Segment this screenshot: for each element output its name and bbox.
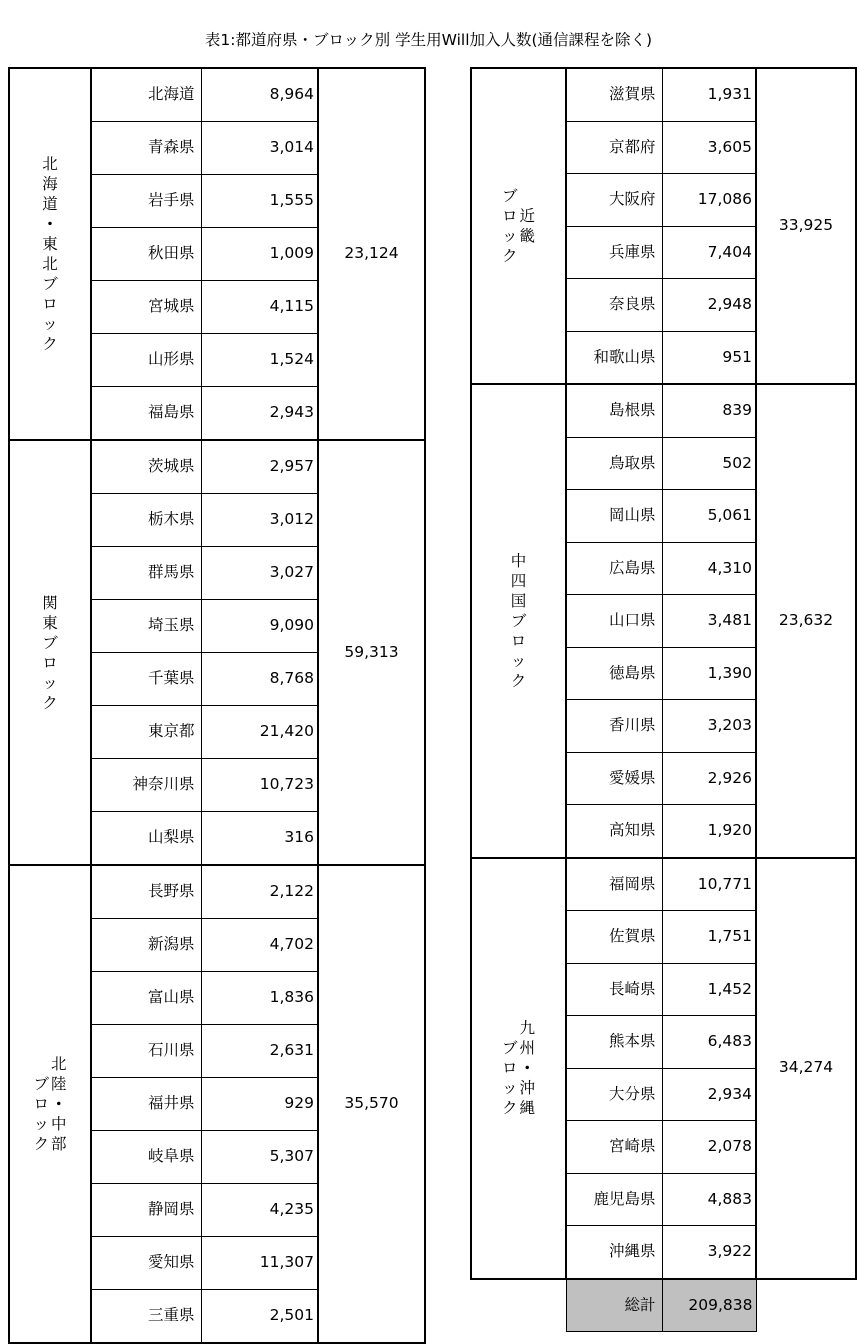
table-row: [9, 440, 425, 494]
prefecture-value: 2,948: [662, 279, 756, 332]
table-row: [471, 68, 856, 121]
prefecture-value: 10,723: [201, 759, 318, 812]
prefecture-value: 929: [201, 1078, 318, 1131]
prefecture-name: 島根県: [566, 384, 662, 437]
left-table: [8, 67, 426, 1344]
prefecture-name: 佐賀県: [566, 911, 662, 964]
prefecture-name: 愛知県: [91, 1237, 201, 1290]
prefecture-value: 4,883: [662, 1173, 756, 1226]
prefecture-name: 兵庫県: [566, 226, 662, 279]
prefecture-value: 7,404: [662, 226, 756, 279]
prefecture-name: 宮崎県: [566, 1121, 662, 1174]
block-total: 33,925: [756, 68, 856, 384]
prefecture-name: 静岡県: [91, 1184, 201, 1237]
prefecture-name: 熊本県: [566, 1016, 662, 1069]
prefecture-value: 17,086: [662, 174, 756, 227]
prefecture-value: 951: [662, 331, 756, 384]
prefecture-name: 三重県: [91, 1290, 201, 1344]
prefecture-value: 2,501: [201, 1290, 318, 1344]
prefecture-name: 千葉県: [91, 653, 201, 706]
prefecture-name: 岩手県: [91, 175, 201, 228]
prefecture-name: 福井県: [91, 1078, 201, 1131]
prefecture-value: 3,014: [201, 122, 318, 175]
prefecture-name: 徳島県: [566, 647, 662, 700]
prefecture-name: 長崎県: [566, 963, 662, 1016]
grand-total-row: [471, 1279, 856, 1332]
prefecture-value: 21,420: [201, 706, 318, 759]
prefecture-value: 3,605: [662, 121, 756, 174]
prefecture-name: 奈良県: [566, 279, 662, 332]
block-label-cell: [471, 858, 566, 1279]
prefecture-value: 2,934: [662, 1068, 756, 1121]
table-row: [9, 865, 425, 919]
block-name: 北 海 道 ・ 東 北 ブ ロ ッ ク: [42, 155, 58, 353]
prefecture-name: 福岡県: [566, 858, 662, 911]
prefecture-value: 5,061: [662, 490, 756, 543]
prefecture-name: 秋田県: [91, 228, 201, 281]
prefecture-value: 2,631: [201, 1025, 318, 1078]
prefecture-value: 502: [662, 437, 756, 490]
block-name: 中 四 国 ブ ロ ッ ク: [510, 551, 527, 690]
prefecture-value: 2,943: [201, 387, 318, 441]
prefecture-name: 滋賀県: [566, 68, 662, 121]
prefecture-value: 4,115: [201, 281, 318, 334]
prefecture-name: 茨城県: [91, 440, 201, 494]
prefecture-value: 1,931: [662, 68, 756, 121]
prefecture-name: 山口県: [566, 595, 662, 648]
spacer: [471, 1279, 566, 1332]
prefecture-name: 大分県: [566, 1068, 662, 1121]
prefecture-name: 大阪府: [566, 174, 662, 227]
prefecture-name: 山形県: [91, 334, 201, 387]
prefecture-value: 11,307: [201, 1237, 318, 1290]
prefecture-value: 10,771: [662, 858, 756, 911]
grand-total-value: 209,838: [662, 1279, 756, 1332]
prefecture-name: 宮城県: [91, 281, 201, 334]
prefecture-name: 岐阜県: [91, 1131, 201, 1184]
prefecture-name: 山梨県: [91, 812, 201, 866]
prefecture-value: 1,009: [201, 228, 318, 281]
prefecture-value: 1,555: [201, 175, 318, 228]
prefecture-value: 839: [662, 384, 756, 437]
prefecture-name: 和歌山県: [566, 331, 662, 384]
prefecture-value: 1,920: [662, 805, 756, 858]
table-row: [471, 384, 856, 437]
prefecture-name: 北海道: [91, 68, 201, 122]
prefecture-name: 新潟県: [91, 919, 201, 972]
prefecture-value: 1,452: [662, 963, 756, 1016]
prefecture-value: 1,751: [662, 911, 756, 964]
prefecture-value: 3,203: [662, 700, 756, 753]
prefecture-value: 1,524: [201, 334, 318, 387]
block-label-cell: [9, 440, 91, 865]
block-name: 北 陸 ・ 中 部 ブ ロ ッ ク: [33, 1055, 67, 1153]
prefecture-name: 神奈川県: [91, 759, 201, 812]
prefecture-value: 5,307: [201, 1131, 318, 1184]
block-total: 59,313: [318, 440, 425, 865]
prefecture-name: 鳥取県: [566, 437, 662, 490]
prefecture-name: 石川県: [91, 1025, 201, 1078]
prefecture-name: 長野県: [91, 865, 201, 919]
prefecture-name: 群馬県: [91, 547, 201, 600]
prefecture-value: 2,957: [201, 440, 318, 494]
prefecture-value: 3,481: [662, 595, 756, 648]
table-title: 表1:都道府県・ブロック別 学生用Will加入人数(通信課程を除く): [204, 31, 653, 49]
prefecture-value: 8,964: [201, 68, 318, 122]
block-total: 35,570: [318, 865, 425, 1343]
prefecture-value: 4,235: [201, 1184, 318, 1237]
prefecture-name: 香川県: [566, 700, 662, 753]
block-total: 34,274: [756, 858, 856, 1279]
prefecture-value: 4,702: [201, 919, 318, 972]
prefecture-value: 9,090: [201, 600, 318, 653]
block-name: 関 東 ブ ロ ッ ク: [42, 593, 58, 712]
spacer: [756, 1279, 856, 1332]
prefecture-name: 東京都: [91, 706, 201, 759]
block-label-cell: [9, 865, 91, 1343]
prefecture-name: 沖縄県: [566, 1226, 662, 1279]
prefecture-name: 富山県: [91, 972, 201, 1025]
grand-total-label: 総計: [566, 1279, 662, 1332]
prefecture-value: 2,122: [201, 865, 318, 919]
table-row: [9, 68, 425, 122]
table-row: [471, 858, 856, 911]
prefecture-name: 鹿児島県: [566, 1173, 662, 1226]
block-label-cell: [9, 68, 91, 440]
prefecture-name: 広島県: [566, 542, 662, 595]
prefecture-value: 6,483: [662, 1016, 756, 1069]
block-name: 近 畿 ブ ロ ッ ク: [501, 187, 536, 265]
prefecture-value: 3,012: [201, 494, 318, 547]
prefecture-value: 1,390: [662, 647, 756, 700]
block-label-cell: [471, 68, 566, 384]
prefecture-name: 埼玉県: [91, 600, 201, 653]
prefecture-value: 8,768: [201, 653, 318, 706]
prefecture-name: 高知県: [566, 805, 662, 858]
prefecture-value: 1,836: [201, 972, 318, 1025]
prefecture-value: 2,926: [662, 752, 756, 805]
prefecture-name: 愛媛県: [566, 752, 662, 805]
block-total: 23,632: [756, 384, 856, 858]
prefecture-name: 福島県: [91, 387, 201, 441]
prefecture-value: 3,922: [662, 1226, 756, 1279]
prefecture-value: 316: [201, 812, 318, 866]
block-name: 九 州 ・ 沖 縄 ブ ロ ッ ク: [501, 1019, 536, 1117]
prefecture-value: 4,310: [662, 542, 756, 595]
block-total: 23,124: [318, 68, 425, 440]
prefecture-name: 栃木県: [91, 494, 201, 547]
right-table: [470, 67, 857, 1332]
prefecture-name: 青森県: [91, 122, 201, 175]
prefecture-value: 2,078: [662, 1121, 756, 1174]
prefecture-value: 3,027: [201, 547, 318, 600]
block-label-cell: [471, 384, 566, 858]
prefecture-name: 岡山県: [566, 490, 662, 543]
prefecture-name: 京都府: [566, 121, 662, 174]
